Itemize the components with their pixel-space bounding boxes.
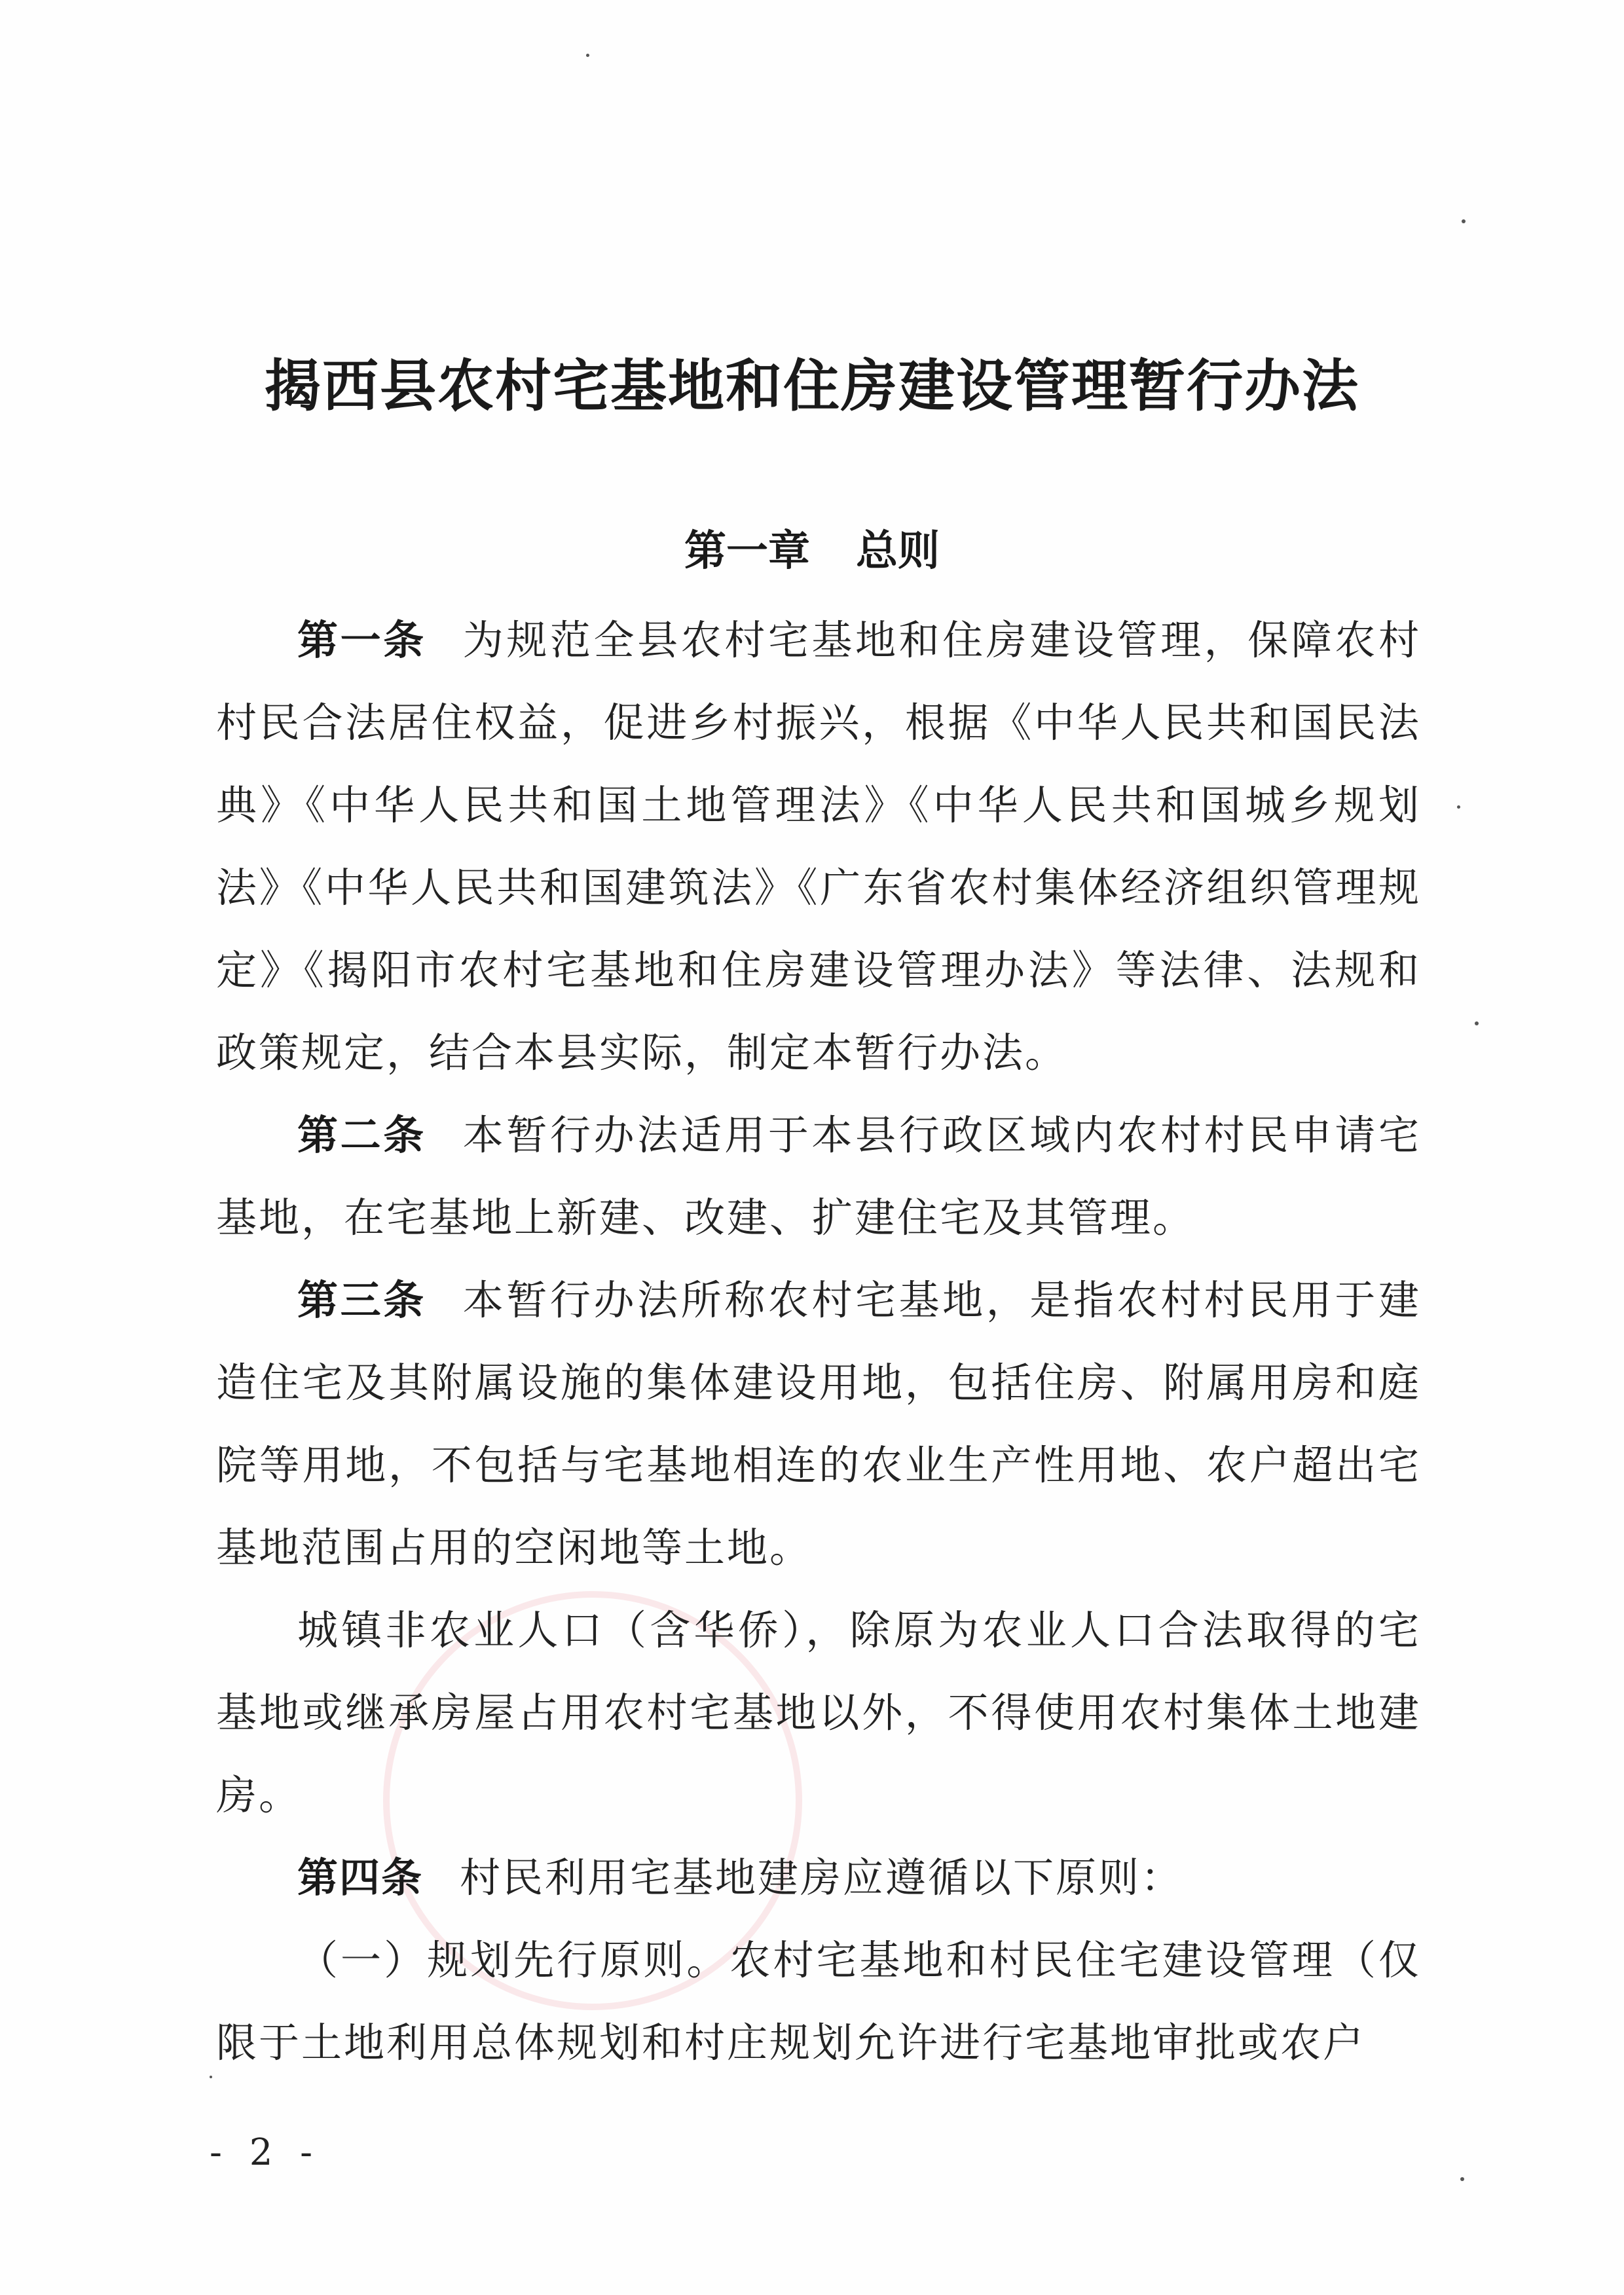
- scan-speck: [1460, 2177, 1464, 2181]
- article-text: 村民利用宅基地建房应遵循以下原则：: [460, 1854, 1184, 1901]
- article-label: 第三条: [297, 1276, 426, 1324]
- article-label: 第一条: [297, 616, 426, 664]
- article-label: 第二条: [297, 1111, 426, 1159]
- page-number: - 2 -: [210, 2131, 321, 2174]
- paragraph-text: （一）规划先行原则。农村宅基地和村民住宅建设管理（仅限于土地利用总体规划和村庄规划允许进行宅基地审批或农户: [216, 1936, 1421, 2066]
- document-title: 揭西县农村宅基地和住房建设管理暂行办法: [265, 354, 1359, 419]
- article-paragraph: [216, 599, 1421, 1094]
- article-text: 为规范全县农村宅基地和住房建设管理，保障农村村民合法居住权益，促进乡村振兴，根据《中华人民共和国民法典》《中华人民共和国土地管理法》《中华人民共和国城乡规划法》《中华人民共和国建筑法》《广东省农村集体经济组织管理规定》《揭阳市农村宅基地和住房建设管理办法》等法律、法规和政策规定，结合本县实际，制定本暂行办法。: [216, 616, 1421, 1076]
- body-paragraph: [216, 1919, 1421, 2084]
- scan-speck: [1457, 805, 1460, 809]
- scan-speck: [210, 2076, 212, 2078]
- body-paragraph: [216, 1589, 1421, 1837]
- scan-speck: [1475, 1021, 1479, 1025]
- article-paragraph: [216, 1837, 1421, 1919]
- paragraph-text: 城镇非农业人口（含华侨），除原为农业人口合法取得的宅基地或继承房屋占用农村宅基地以外，不得使用农村集体土地建房。: [216, 1606, 1421, 1819]
- chapter-name: 总则: [856, 527, 940, 576]
- chapter-heading: [0, 517, 1624, 578]
- article-text: 本暂行办法适用于本县行政区域内农村村民申请宅基地，在宅基地上新建、改建、扩建住宅及其管理。: [216, 1111, 1421, 1241]
- article-paragraph: [216, 1259, 1421, 1589]
- scan-speck: [1462, 219, 1466, 223]
- scan-speck: [586, 54, 589, 57]
- article-paragraph: [216, 1094, 1421, 1259]
- article-text: 本暂行办法所称农村宅基地，是指农村村民用于建造住宅及其附属设施的集体建设用地，包括住房、附属用房和庭院等用地，不包括与宅基地相连的农业生产性用地、农户超出宅基地范围占用的空闲地等土地。: [216, 1276, 1421, 1571]
- article-label: 第四条: [297, 1854, 424, 1901]
- document-body: [216, 599, 1421, 2084]
- chapter-number: 第一章: [684, 527, 810, 576]
